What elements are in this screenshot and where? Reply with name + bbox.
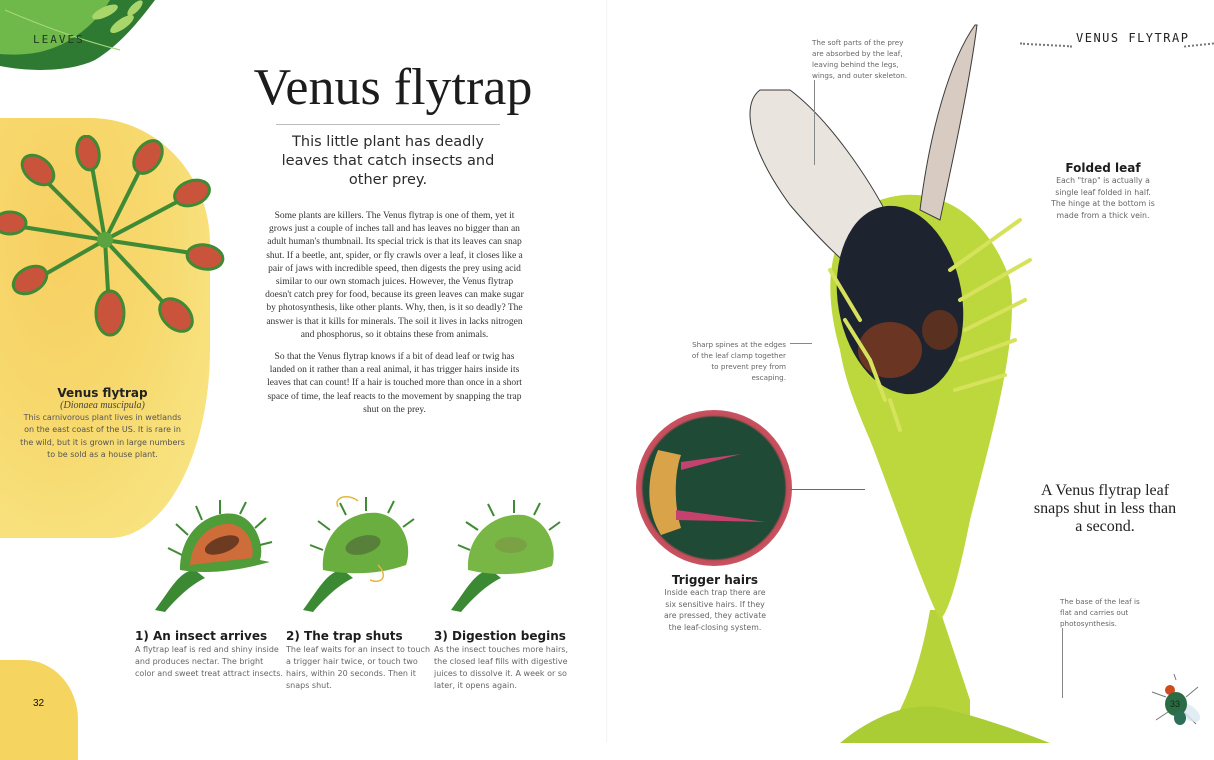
base-leader-line — [1062, 628, 1063, 698]
intro-text: This little plant has deadly leaves that catch insects and other prey. — [281, 134, 495, 188]
body-text — [262, 210, 527, 426]
page-number-right: 33 — [1170, 699, 1181, 709]
title-divider — [276, 124, 500, 125]
note-base: The base of the leaf is flat and carries out photosynthesis. — [1060, 597, 1140, 628]
specimen-description: This carnivorous plant lives in wetlands on the east coast of the US. It is rare in the wild, but it is grown in large numbers to be sold as a house plant. — [20, 413, 185, 460]
folded-leaf-heading: Folded leaf — [1065, 161, 1141, 175]
step-2 — [286, 628, 434, 692]
body-paragraph: So that the Venus flytrap knows if a bit of dead leaf or twig has landed on it rather than a real animal, it has trigger hairs inside its leaves that can count! If a hair is touched more than once in a short space of time, the leaf reacts to the movement by snapping the trap shut on the prey. — [267, 352, 522, 415]
note-spines: Sharp spines at the edges of the leaf clamp together to prevent prey from escaping. — [691, 340, 786, 382]
trigger-hair-leader-line — [790, 489, 865, 490]
step-text: A flytrap leaf is red and shiny inside and produces nectar. The bright color and sweet treat attract insects. — [135, 645, 283, 678]
specimen-heading: Venus flytrap — [57, 386, 148, 400]
specimen-caption — [20, 386, 185, 462]
specimen-latin-name: (Dionaea muscipula) — [60, 400, 145, 411]
trigger-hairs-text: Inside each trap there are six sensitive hairs. If they are pressed, they activate the leaf-closing system. — [663, 588, 767, 632]
step-heading: 2) The trap shuts — [286, 629, 403, 643]
page-number-left: 32 — [33, 698, 45, 709]
flytrap-rosette-illustration — [0, 135, 230, 355]
soft-parts-leader-line — [814, 80, 815, 165]
folded-leaf-text: Each "trap" is actually a single leaf folded in half. The hinge at the bottom is made from a thick vein. — [1051, 176, 1155, 220]
step-heading: 3) Digestion begins — [434, 629, 566, 643]
folded-leaf-callout — [1048, 161, 1158, 221]
step2-illustration — [298, 495, 423, 615]
step-heading: 1) An insect arrives — [135, 629, 268, 643]
step3-illustration — [446, 500, 566, 615]
page-gutter — [606, 0, 608, 743]
step-text: The leaf waits for an insect to touch a trigger hair twice, or touch two hairs, within 20 seconds. Then it snaps shut. — [286, 645, 431, 690]
page-number-blob — [0, 660, 78, 760]
section-tag: LEAVES — [33, 33, 85, 46]
pull-quote: A Venus flytrap leaf snaps shut in less than a second. — [1033, 482, 1177, 535]
page-title: Venus flytrap — [253, 59, 533, 116]
trigger-hair-closeup-detail — [636, 410, 792, 566]
spines-leader-line — [790, 343, 812, 344]
step-text: As the insect touches more hairs, the closed leaf fills with digestive juices to dissolve it. A week or so later, it opens again. — [434, 645, 568, 690]
body-paragraph: Some plants are killers. The Venus flytrap is one of them, yet it grows just a couple of inches tall and has leaves no bigger than an adult human's thumbnail. Its special trick is that its leaves can snap shut. If a beetle, ant, spider, or fly crawls over a leaf, it closes like a pair of jaws with incredible speed, then digests the prey using acid similar to our own stomach juices. However, the Venus flytrap doesn't catch prey for food, because its green leaves can make sugar by photosynthesis, like other plants. Why, then, is it so deadly? The answer is that it kills for minerals. The soil it lives in lacks nitrogen and phosphorus, so it obtains these from animals. — [265, 211, 524, 340]
running-head: VENUS FLYTRAP — [1076, 31, 1190, 45]
step-1 — [135, 628, 283, 680]
step-3 — [434, 628, 582, 692]
step1-illustration — [150, 500, 275, 615]
trigger-hairs-callout — [660, 573, 770, 633]
note-soft-parts: The soft parts of the prey are absorbed by the leaf, leaving behind the legs, wings, and outer skeleton. — [812, 38, 908, 80]
trigger-hairs-heading: Trigger hairs — [671, 573, 759, 587]
